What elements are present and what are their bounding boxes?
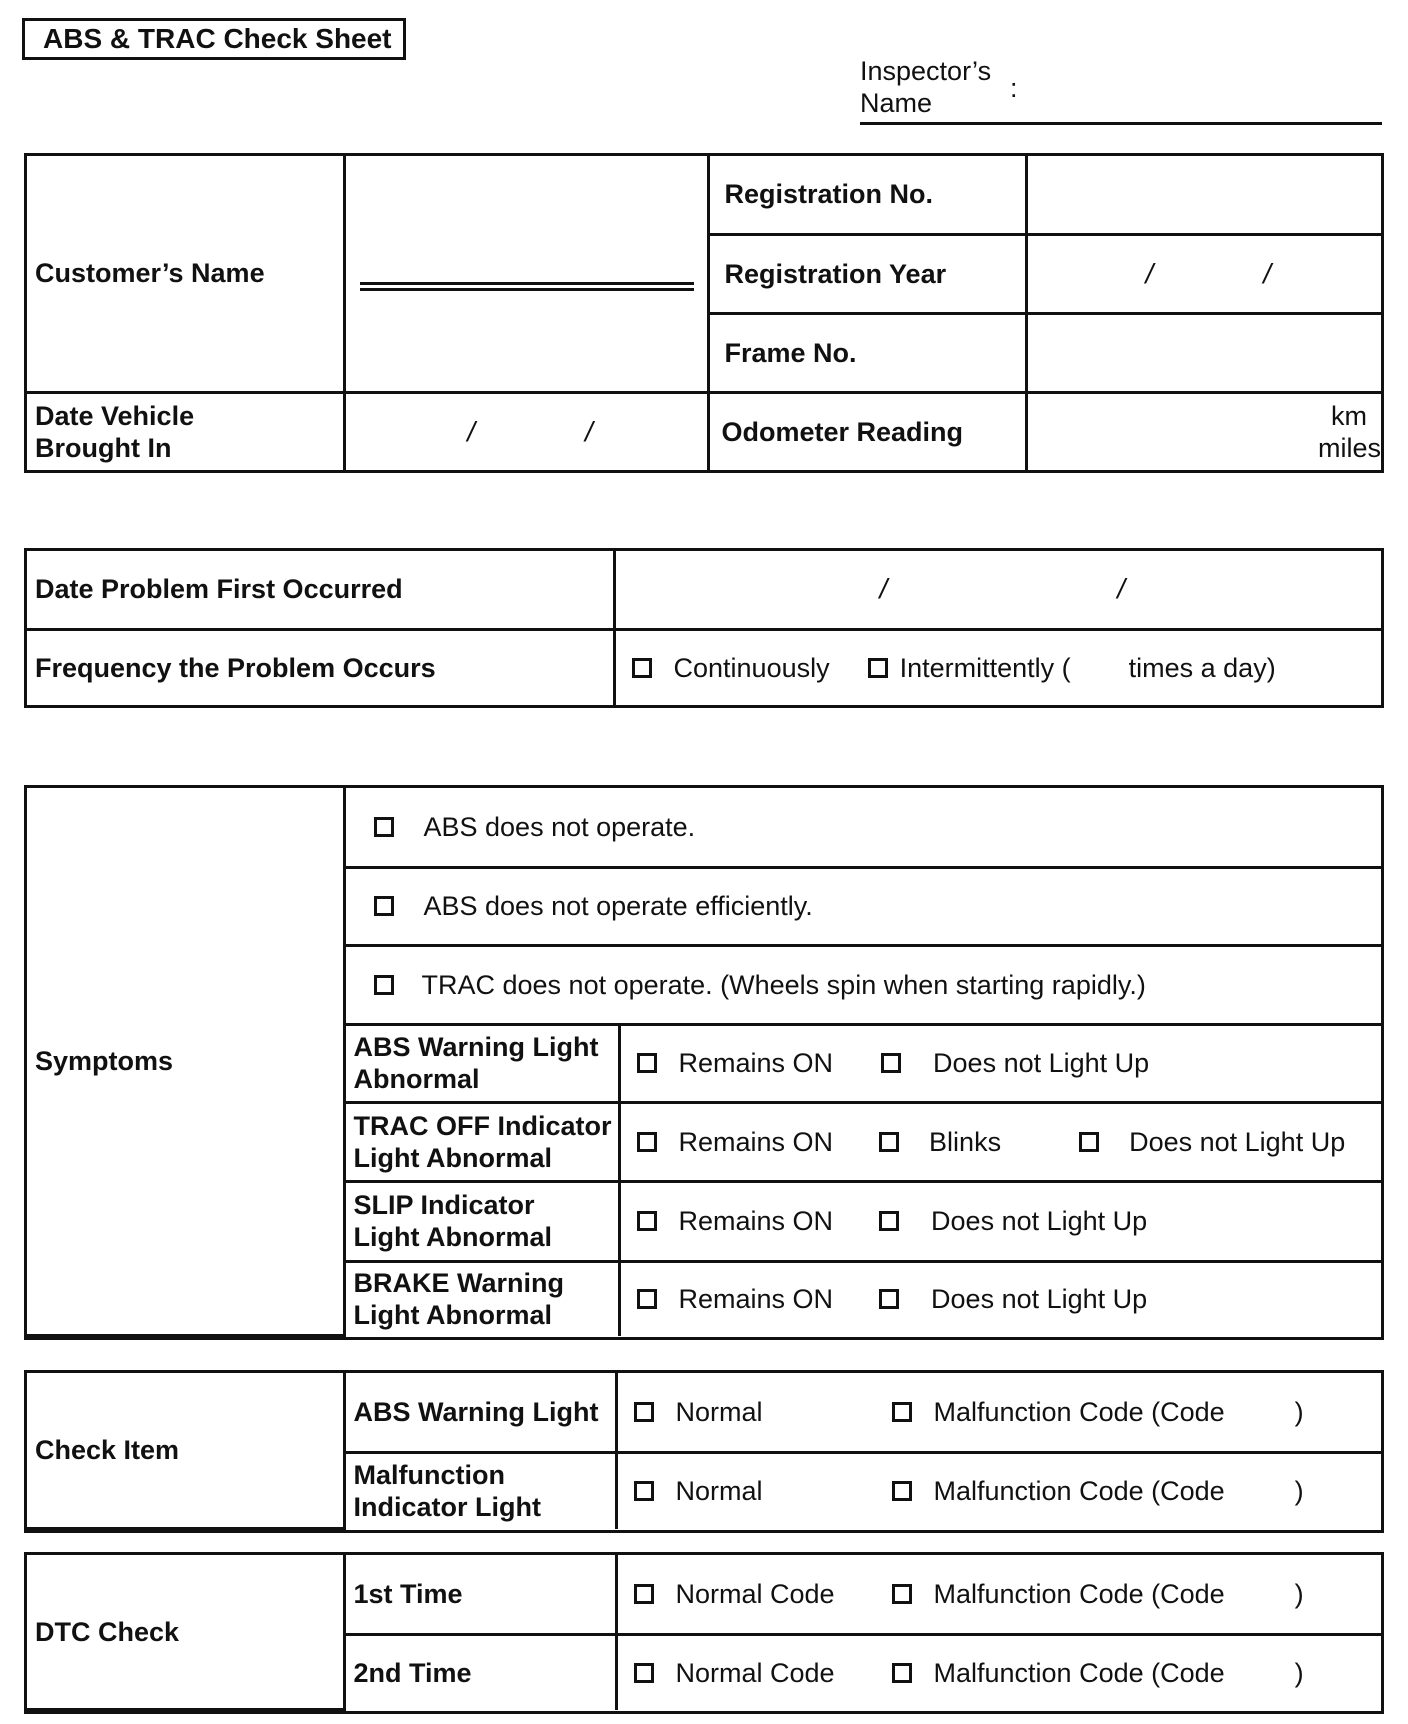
second-time-label: 2nd Time: [344, 1634, 616, 1710]
registration-no-label: Registration No.: [708, 156, 1026, 234]
mil-label: Malfunction Indicator Light: [344, 1452, 616, 1529]
option-does-not-light-up[interactable]: Does not Light Up: [879, 1205, 1147, 1237]
registration-year-label: Registration Year: [708, 234, 1026, 313]
first-time-label: 1st Time: [344, 1555, 616, 1634]
symptoms-label: Symptoms: [27, 788, 344, 1336]
option-remains-on[interactable]: Remains ON: [637, 1205, 834, 1237]
checkbox-icon[interactable]: [634, 1481, 654, 1501]
customer-name-label: Customer’s Name: [27, 156, 344, 392]
checkbox-icon[interactable]: [1079, 1132, 1099, 1152]
date-first-occurred-slashes: / /: [879, 573, 1126, 605]
checkbox-icon[interactable]: [879, 1211, 899, 1231]
first-time-options: Normal Code Malfunction Code (Code ): [616, 1555, 1381, 1634]
checkbox-icon[interactable]: [632, 658, 652, 678]
registration-no-field[interactable]: [1026, 156, 1381, 234]
abs-warning-abnormal-options: [619, 1024, 1381, 1102]
problem-occurrence-table: [24, 548, 1384, 708]
option-normal[interactable]: Normal: [634, 1396, 864, 1428]
option-normal-code[interactable]: Normal Code: [634, 1657, 864, 1689]
checkbox-icon[interactable]: [892, 1584, 912, 1604]
inspector-name-label: Inspector’s Name: [860, 56, 992, 118]
frame-no-label: Frame No.: [708, 313, 1026, 392]
checkbox-icon[interactable]: [634, 1584, 654, 1604]
times-a-day-label: times a day): [1128, 652, 1276, 683]
symptom-abs-not-operate[interactable]: ABS does not operate.: [344, 788, 1381, 867]
checkbox-icon[interactable]: [892, 1663, 912, 1683]
option-remains-on[interactable]: Remains ON: [637, 1283, 834, 1315]
symptoms-table: [24, 785, 1384, 1340]
option-malfunction-code[interactable]: Malfunction Code (Code: [892, 1475, 1225, 1507]
option-malfunction-code[interactable]: Malfunction Code (Code: [892, 1578, 1225, 1610]
frame-no-field[interactable]: [1026, 313, 1381, 392]
odometer-field[interactable]: [1026, 392, 1381, 470]
slip-abnormal-label: SLIP Indicator Light Abnormal: [344, 1181, 619, 1261]
option-does-not-light-up[interactable]: Does not Light Up: [879, 1283, 1147, 1315]
option-continuously[interactable]: Continuously: [632, 652, 830, 684]
checkbox-icon[interactable]: [892, 1481, 912, 1501]
unit-miles: miles: [1317, 432, 1381, 463]
sheet-title: ABS & TRAC Check Sheet: [22, 18, 406, 60]
option-intermittently[interactable]: Intermittently (: [868, 652, 1071, 684]
date-first-occurred-field[interactable]: [614, 551, 1381, 629]
trac-off-abnormal-options: [619, 1102, 1381, 1181]
dtc-check-table: [24, 1552, 1384, 1714]
abs-warning-abnormal-label: ABS Warning Light Abnormal: [344, 1024, 619, 1102]
slip-abnormal-options: [619, 1181, 1381, 1261]
option-normal[interactable]: Normal: [634, 1475, 864, 1507]
check-item-label: Check Item: [27, 1373, 344, 1529]
option-normal-code[interactable]: Normal Code: [634, 1578, 864, 1610]
odometer-label: Odometer Reading: [708, 392, 1026, 470]
checkbox-icon[interactable]: [879, 1289, 899, 1309]
registration-year-slashes: / /: [1145, 257, 1272, 289]
registration-year-field[interactable]: [1026, 234, 1381, 313]
symptom-abs-not-efficient[interactable]: ABS does not operate efficiently.: [344, 867, 1381, 945]
checkbox-icon[interactable]: [637, 1211, 657, 1231]
unit-km: km: [1331, 400, 1367, 431]
date-brought-in-field[interactable]: [344, 392, 708, 470]
frequency-options: [614, 629, 1381, 705]
second-time-options: Normal Code Malfunction Code (Code ): [616, 1634, 1381, 1710]
checkbox-icon[interactable]: [374, 817, 394, 837]
option-remains-on[interactable]: Remains ON: [637, 1047, 834, 1079]
checkbox-icon[interactable]: [634, 1402, 654, 1422]
inspector-name-field[interactable]: [860, 55, 1382, 125]
checkbox-icon[interactable]: [634, 1663, 654, 1683]
option-malfunction-code[interactable]: Malfunction Code (Code: [892, 1396, 1225, 1428]
date-first-occurred-label: Date Problem First Occurred: [27, 551, 614, 629]
date-brought-in-slashes: / /: [467, 415, 593, 447]
customer-name-line: [360, 282, 694, 291]
vehicle-info-table: [24, 153, 1384, 473]
option-blinks[interactable]: Blinks: [879, 1126, 1001, 1158]
option-remains-on[interactable]: Remains ON: [637, 1126, 834, 1158]
checkbox-icon[interactable]: [637, 1289, 657, 1309]
option-malfunction-code[interactable]: Malfunction Code (Code: [892, 1657, 1225, 1689]
symptom-trac-not-operate[interactable]: TRAC does not operate. (Wheels spin when starting rapidly.): [344, 945, 1381, 1024]
dtc-check-label: DTC Check: [27, 1555, 344, 1710]
checkbox-icon[interactable]: [374, 975, 394, 995]
brake-warning-abnormal-label: BRAKE Warning Light Abnormal: [344, 1261, 619, 1336]
checkbox-icon[interactable]: [637, 1053, 657, 1073]
checkbox-icon[interactable]: [374, 896, 394, 916]
inspector-colon: :: [1010, 73, 1018, 103]
brake-warning-abnormal-options: [619, 1261, 1381, 1336]
checkbox-icon[interactable]: [881, 1053, 901, 1073]
check-item-table: [24, 1370, 1384, 1533]
abs-warning-light-options: Normal Malfunction Code (Code ): [616, 1373, 1381, 1452]
frequency-label: Frequency the Problem Occurs: [27, 629, 614, 705]
trac-off-abnormal-label: TRAC OFF Indicator Light Abnormal: [344, 1102, 619, 1181]
option-does-not-light-up[interactable]: Does not Light Up: [1079, 1126, 1345, 1158]
date-brought-in-label: Date Vehicle Brought In: [27, 392, 344, 470]
checkbox-icon[interactable]: [637, 1132, 657, 1152]
option-does-not-light-up[interactable]: Does not Light Up: [881, 1047, 1149, 1079]
checkbox-icon[interactable]: [868, 658, 888, 678]
mil-options: Normal Malfunction Code (Code ): [616, 1452, 1381, 1529]
abs-warning-light-label: ABS Warning Light: [344, 1373, 616, 1452]
customer-name-field[interactable]: [344, 156, 708, 392]
checkbox-icon[interactable]: [892, 1402, 912, 1422]
checkbox-icon[interactable]: [879, 1132, 899, 1152]
